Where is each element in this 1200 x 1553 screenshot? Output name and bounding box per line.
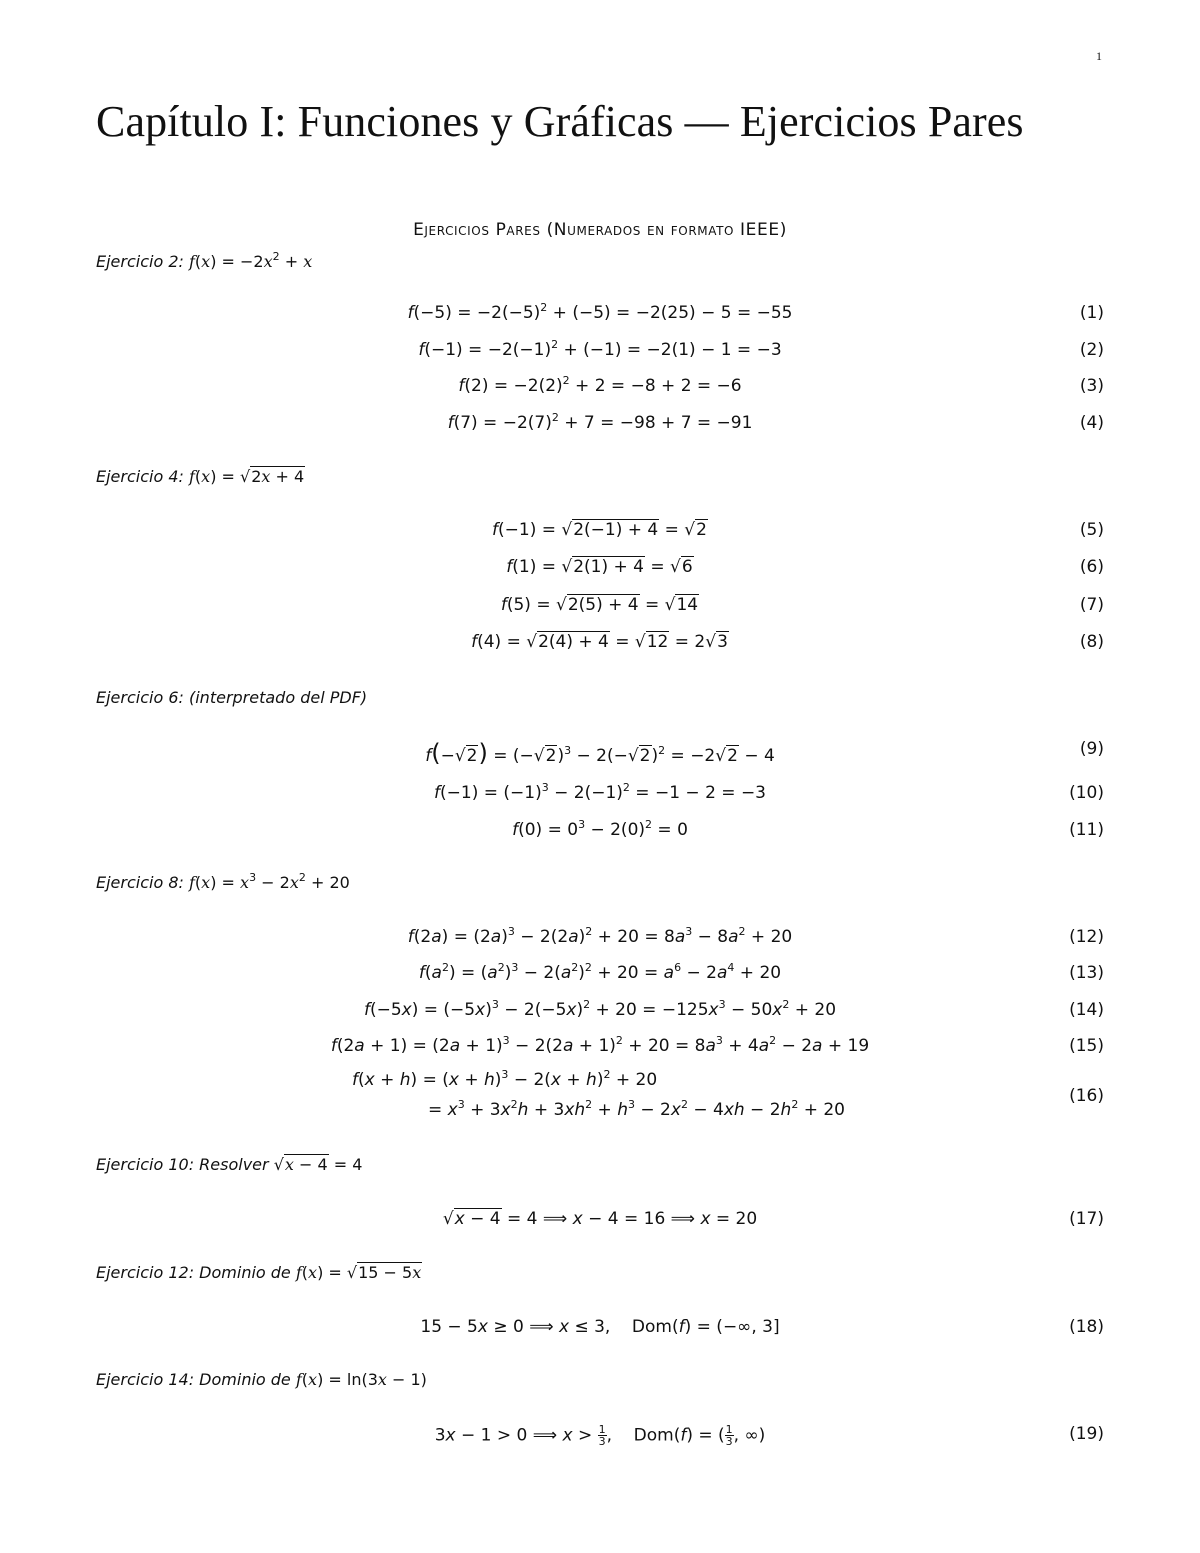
equation-number: (19) xyxy=(1069,1424,1104,1444)
equation-18: 15 − 5x ≥ 0 ⟹ x ≤ 3, Dom(f) = (−∞, 3] xyxy=(420,1317,780,1337)
equation-number: (13) xyxy=(1069,963,1104,983)
equation-number: (8) xyxy=(1079,632,1104,652)
chapter-title: Capítulo I: Funciones y Gráficas — Ejercicios Pares xyxy=(96,97,1024,146)
equation-number: (18) xyxy=(1069,1317,1104,1337)
equation-2: $f(-1) = -2(-1)^2 + (-1) = -2(1) - 1 = -3$ xyxy=(418,338,782,360)
page-number: 1 xyxy=(1096,49,1102,63)
equation-number: (15) xyxy=(1069,1036,1104,1056)
equation-number: (14) xyxy=(1069,1000,1104,1020)
exercise-10-heading: Ejercicio 10: Resolver √x − 4 = 4 xyxy=(96,1155,363,1174)
equation-number: (2) xyxy=(1079,340,1104,360)
equation-7: f(5) = √2(5) + 4 = √14 xyxy=(500,595,699,615)
exercise-6-heading: Ejercicio 6: (interpretado del PDF) xyxy=(96,688,368,707)
equation-3: $f(2) = -2(2)^2 + 2 = -8 + 2 = -6$ xyxy=(458,374,742,396)
exercise-2-heading: Ejercicio 2: $f(x) = -2x^2 + x$ xyxy=(96,250,313,271)
exercise-label: Ejercicio 8: xyxy=(96,873,189,892)
equation-number: (1) xyxy=(1079,303,1104,323)
equation-number: (6) xyxy=(1079,557,1104,577)
equation-14: $f(-5x) = (-5x)^3 - 2(-5x)^2 + 20 = -125x^3 - 50x^2 + 20$ xyxy=(363,998,837,1020)
exercise-label: Ejercicio 14: Dominio de xyxy=(96,1370,296,1389)
equation-9: $f(-√2) = (-√2)^3 - 2(-√2)^2 = -2√2 - 4$ xyxy=(425,739,775,767)
equation-number: (9) xyxy=(1079,739,1104,759)
equation-15: $f(2a + 1) = (2a + 1)^3 - 2(2a + 1)^2 + 20 = 8a^3 + 4a^2 - 2a + 19$ xyxy=(330,1034,870,1056)
equation-number: (17) xyxy=(1069,1209,1104,1229)
equation-number: (4) xyxy=(1079,413,1104,433)
section-heading: Ejercicios Pares (Numerados en formato IEEE) xyxy=(413,220,787,240)
equation-8: f(4) = √2(4) + 4 = √12 = 2√3 xyxy=(471,632,728,652)
exercise-formula: f xyxy=(189,252,195,271)
exercise-8-heading: Ejercicio 8: $f(x) = x^3 - 2x^2 + 20$ xyxy=(96,871,350,892)
exercise-label: Ejercicio 12: Dominio de xyxy=(96,1263,296,1282)
exercise-label: Ejercicio 10: Resolver xyxy=(96,1155,274,1174)
equation-17: √x − 4 = 4 ⟹ x − 4 = 16 ⟹ x = 20 xyxy=(442,1209,758,1229)
equation-number: (16) xyxy=(1069,1086,1104,1106)
exercise-4-heading: Ejercicio 4: f(x) = √2x + 4 xyxy=(96,467,305,486)
equation-number: (7) xyxy=(1079,595,1104,615)
exercise-14-heading: Ejercicio 14: Dominio de f(x) = ln(3x − 1) xyxy=(96,1370,427,1389)
equation-10: $f(-1) = (-1)^3 - 2(-1)^2 = -1 - 2 = -3$ xyxy=(434,781,766,803)
equation-16-line-2: = $x^3 + 3x^2h + 3xh^2 + h^3 - 2x^2 - 4xh - 2h^2 + 20$ xyxy=(428,1098,845,1120)
equation-16-line-1: $f(x + h) = (x + h)^3 - 2(x + h)^2 + 20$ xyxy=(352,1068,658,1090)
equation-number: (12) xyxy=(1069,927,1104,947)
equation-11: $f(0) = 0^3 - 2(0)^2 = 0$ xyxy=(512,818,688,840)
equation-1: $f(-5) = -2(-5)^2 + (-5) = -2(25) - 5 = -55$ xyxy=(407,301,793,323)
equation-number: (3) xyxy=(1079,376,1104,396)
exercise-12-heading: Ejercicio 12: Dominio de f(x) = √15 − 5x xyxy=(96,1263,422,1282)
exercise-label: Ejercicio 2: xyxy=(96,252,189,271)
equation-number: (11) xyxy=(1069,820,1104,840)
exercise-label: Ejercicio 4: xyxy=(96,467,189,486)
equation-12: $f(2a) = (2a)^3 - 2(2a)^2 + 20 = 8a^3 - 8a^2 + 20$ xyxy=(407,925,793,947)
equation-19: 3x − 1 > 0 ⟹ x > $\frac{1}{3}$ , Dom(f) = ( $\frac{1}{3}$ , ∞) xyxy=(434,1423,766,1448)
equation-13: $f(a^2) = (a^2)^3 - 2(a^2)^2 + 20 = a^6 - 2a^4 + 20$ xyxy=(418,961,782,983)
equation-6: f(1) = √2(1) + 4 = √6 xyxy=(506,557,693,577)
equation-5: f(−1) = √2(−1) + 4 = √2 xyxy=(492,520,707,540)
equation-4: $f(7) = -2(7)^2 + 7 = -98 + 7 = -91$ xyxy=(447,411,753,433)
equation-number: (5) xyxy=(1079,520,1104,540)
equation-number: (10) xyxy=(1069,783,1104,803)
